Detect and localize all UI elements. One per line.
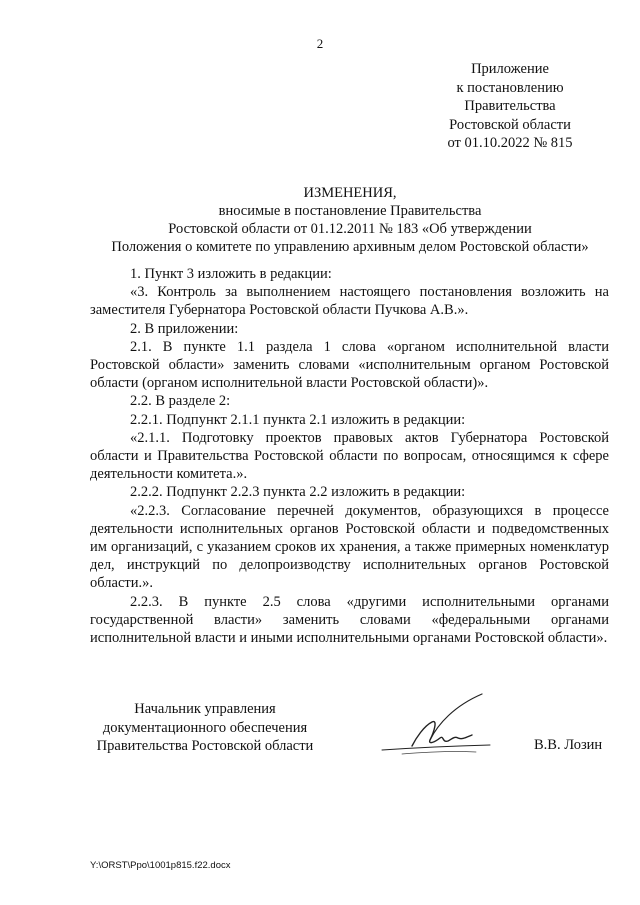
paragraph: 1. Пункт 3 изложить в редакции: <box>130 266 332 282</box>
appendix-line: Правительства <box>464 98 556 114</box>
page-number: 2 <box>316 36 324 51</box>
file-path-footer: Y:\ORST\Ppo\1001p815.f22.docx <box>90 860 231 871</box>
paragraph: 2. В приложении: <box>130 320 239 337</box>
handwritten-signature <box>372 688 502 763</box>
signatory-name: В.В. Лозин <box>534 737 603 753</box>
title-line: вносимые в постановление Правительства <box>218 203 482 219</box>
paragraph: 2.2.1. Подпункт 2.1.1 пункта 2.1 изложить в редакции: <box>130 411 466 428</box>
paragraph: «3. Контроль за выполнением настоящего постановления возложить на заместителя Губернатора Ростовской области Пучкова А.В.». <box>90 284 609 319</box>
paragraph: 2.1. В пункте 1.1 раздела 1 слова «органом исполнительной власти Ростовской области» заменить словами «исполнительным органом Ростовской области (органом исполнительной власти Ростовской области)». <box>90 338 609 392</box>
appendix-line: Ростовской области <box>449 116 571 133</box>
appendix-header <box>420 60 600 153</box>
appendix-line: от 01.10.2022 № 815 <box>447 135 573 151</box>
paragraph: 2.2. В разделе 2: <box>130 393 231 410</box>
position-line: Начальник управления <box>134 701 276 717</box>
paragraph: 2.2.2. Подпункт 2.2.3 пункта 2.2 изложить в редакции: <box>130 484 466 501</box>
position-line: Правительства Ростовской области <box>96 738 314 754</box>
paragraph: 2.2.3. В пункте 2.5 слова «другими исполнительными органами государственной власти» заменить словами «федеральными органами исполнительной власти и иными исполнительными органами Ростовской области». <box>90 593 609 647</box>
appendix-line: Приложение <box>471 61 549 77</box>
paragraph: «2.2.3. Согласование перечней документов, образующихся в процессе деятельности исполнительных органов Ростовской области и подведомственных им организаций, с указанием сроков их хранения, а также примерных номенклатур дел, инструкций по делопроизводству исполнительных органов Ростовской области.». <box>90 502 609 592</box>
appendix-line: к постановлению <box>456 79 564 96</box>
signatory-position <box>90 700 320 756</box>
document-body <box>90 265 609 647</box>
title-line: Положения о комитете по управлению архивным делом Ростовской области» <box>111 239 589 255</box>
title-line: Ростовской области от 01.12.2011 № 183 «Об утверждении <box>168 221 532 237</box>
position-line: документационного обеспечения <box>102 719 308 736</box>
document-title <box>70 184 630 256</box>
title-heading: ИЗМЕНЕНИЯ, <box>303 185 397 201</box>
paragraph: «2.1.1. Подготовку проектов правовых актов Губернатора Ростовской области и Правительства Ростовской области по вопросам, относящимся к сфере деятельности комитета.». <box>90 429 609 483</box>
